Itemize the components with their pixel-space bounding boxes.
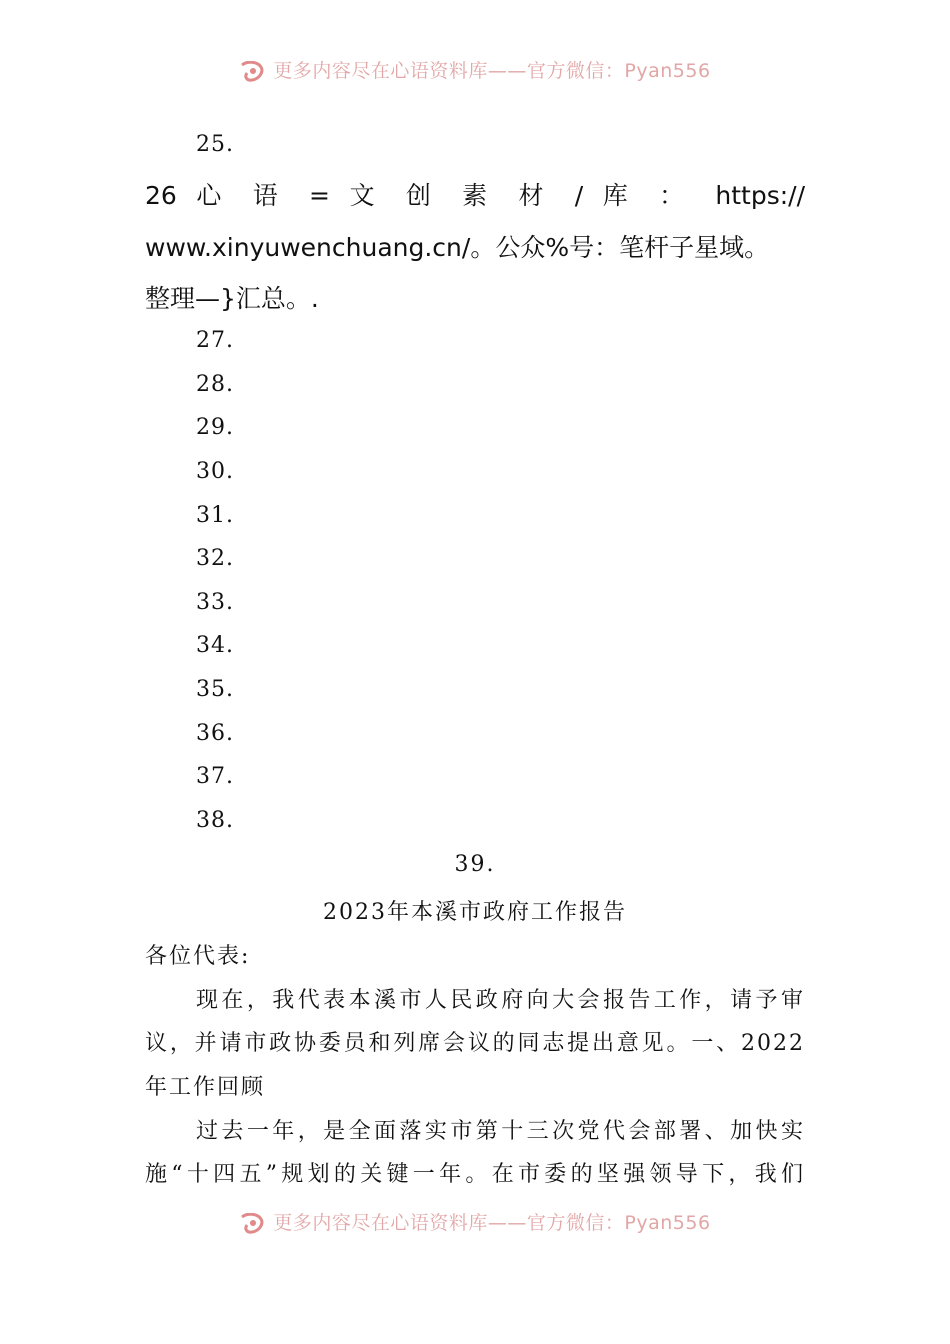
list-number: 33. (196, 590, 234, 615)
header-watermark (0, 56, 950, 86)
paragraph-1-line-1: 现在，我代表本溪市人民政府向大会报告工作，请予审 (196, 988, 805, 1013)
list-number: 29. (196, 415, 234, 440)
list-number: 37. (196, 764, 234, 789)
list-number: 34. (196, 633, 234, 658)
brand-logo-icon (239, 61, 267, 83)
list-number: 38. (196, 808, 234, 833)
paragraph-1-line-2: 议，并请市政协委员和列席会议的同志提出意见。一、2022 (145, 1031, 805, 1056)
footer-watermark (0, 1208, 950, 1238)
list-number: 27. (196, 328, 234, 353)
paragraph-2-line-1: 过去一年，是全面落实市第十三次党代会部署、加快实 (196, 1119, 805, 1144)
paragraph-2-line-2: 施“十四五”规划的关键一年。在市委的坚强领导下，我们 (145, 1162, 805, 1187)
list-number: 36. (196, 721, 234, 746)
watermark-wechat: Pyan556 (624, 60, 711, 82)
list-number: 25. (196, 132, 234, 157)
list-number: 31. (196, 503, 234, 528)
list-number: 28. (196, 372, 234, 397)
list-number: 30. (196, 459, 234, 484)
list-number: 35. (196, 677, 234, 702)
salutation: 各位代表: (145, 944, 251, 969)
centered-number: 39. (454, 852, 496, 877)
watermark-wechat: Pyan556 (624, 1212, 711, 1234)
watermark-text: 更多内容尽在心语资料库——官方微信： (273, 60, 625, 82)
item-26-line-2: www.xinyuwenchuang.cn/。公众%号：笔杆子星域。 (145, 233, 770, 262)
paragraph-1-line-3: 年工作回顾 (145, 1075, 266, 1100)
item-26-line-1: 26 心 语 = 文 创 素 材 / 库 ： https:// (145, 181, 805, 210)
brand-logo-icon (239, 1213, 267, 1235)
watermark-text: 更多内容尽在心语资料库——官方微信： (273, 1212, 625, 1234)
document-title: 2023年本溪市政府工作报告 (323, 900, 627, 925)
list-number: 32. (196, 546, 234, 571)
item-26-line-3: 整理—}汇总。. (145, 284, 319, 313)
